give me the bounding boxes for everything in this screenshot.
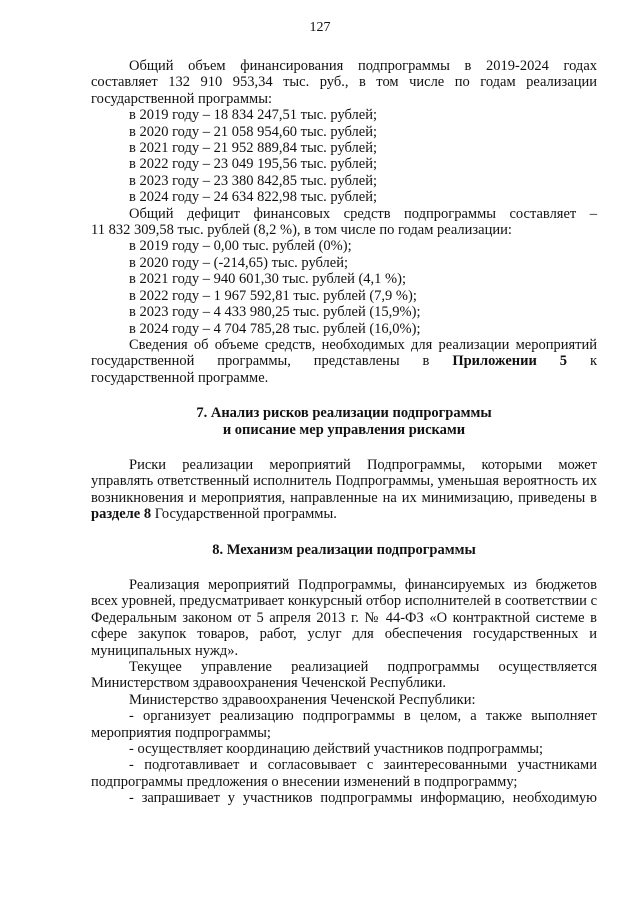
deficit-year-2019: в 2019 году – 0,00 тыс. рублей (0%); (129, 238, 352, 255)
appendix-reference: Приложении 5 (452, 353, 568, 370)
financing-line-2: составляет 132 910 953,34 тыс. руб., в том числе по годам реализации (91, 74, 597, 91)
deficit-year-2020: в 2020 году – (-214,65) тыс. рублей; (129, 254, 348, 271)
section-8-paragraph-1: Реализация мероприятий Подпрограммы, финансируемых из бюджетов всех уровней, предусматривает конкурсный отбор исполнителей в соответствии с Федеральным законом от 5 апреля 2013 г. № 44-ФЗ «О контрактной системе в сфере закупок товаров, работ, услуг для обеспечения государственных и муниципальных нужд». (91, 576, 597, 659)
appendix-line-2-text: государственной программы, представлены в (91, 353, 453, 370)
section-8-paragraph-3: Министерство здравоохранения Чеченской Республики: (129, 691, 476, 708)
financing-year-2019: в 2019 году – 18 834 247,51 тыс. рублей; (129, 107, 378, 124)
financing-year-2024: в 2024 году – 24 634 822,98 тыс. рублей; (129, 189, 378, 206)
section-8-bullet-1: - организует реализацию подпрограммы в целом, а также выполняет мероприятия подпрограммы; (91, 708, 597, 741)
section-reference: разделе 8 (91, 506, 152, 523)
financing-year-2020: в 2020 году – 21 058 954,60 тыс. рублей; (129, 123, 378, 140)
section-8-bullet-2: - осуществляет координацию действий участников подпрограммы; (129, 741, 544, 758)
financing-year-2021: в 2021 году – 21 952 889,84 тыс. рублей; (129, 140, 378, 157)
appendix-line-2 (91, 353, 597, 369)
section-7-heading-2: и описание мер управления рисками (222, 421, 466, 438)
appendix-line-1: Сведения об объеме средств, необходимых для реализации мероприятий (129, 336, 597, 353)
section-8-paragraph-2: Текущее управление реализацией подпрограммы осуществляется Министерством здравоохранения Чеченской Республики. (91, 659, 597, 692)
deficit-year-2021: в 2021 году – 940 601,30 тыс. рублей (4,1 %); (129, 271, 406, 288)
section-8-bullet-4: - запрашивает у участников подпрограммы информацию, необходимую (129, 790, 597, 807)
deficit-line-1: Общий дефицит финансовых средств подпрограммы составляет – (129, 205, 597, 222)
appendix-line-2-tail: к (567, 353, 597, 370)
section-8-heading: 8. Механизм реализации подпрограммы (212, 541, 476, 558)
section-7-paragraph-text: Риски реализации мероприятий Подпрограммы, которыми может управлять ответственный исполнитель Подпрограммы, уменьшая вероятность их возникновения и мероприятия, направленные на их минимизацию, приведены в (91, 456, 597, 506)
appendix-line-3: государственной программе. (91, 369, 269, 386)
deficit-year-2022: в 2022 году – 1 967 592,81 тыс. рублей (7,9 %); (129, 287, 417, 304)
section-8-bullet-3: - подготавливает и согласовывает с заинтересованными участниками подпрограммы предложения о внесении изменений в подпрограмму; (91, 757, 597, 790)
section-7-paragraph-tail: Государственной программы. (151, 506, 337, 523)
page-number: 127 (309, 20, 331, 35)
deficit-line-2: 11 832 309,58 тыс. рублей (8,2 %), в том числе по годам реализации: (91, 222, 512, 239)
section-7-heading-1: 7. Анализ рисков реализации подпрограммы (196, 405, 492, 422)
deficit-year-2024: в 2024 году – 4 704 785,28 тыс. рублей (16,0%); (129, 320, 421, 337)
financing-year-2023: в 2023 году – 23 380 842,85 тыс. рублей; (129, 172, 378, 189)
financing-line-3: государственной программы: (91, 90, 272, 107)
financing-line-1: Общий объем финансирования подпрограммы в 2019-2024 годах (129, 58, 597, 74)
page-body (91, 58, 597, 807)
section-7-paragraph (91, 457, 597, 523)
deficit-year-2023: в 2023 году – 4 433 980,25 тыс. рублей (15,9%); (129, 304, 421, 321)
financing-year-2022: в 2022 году – 23 049 195,56 тыс. рублей; (129, 156, 378, 173)
